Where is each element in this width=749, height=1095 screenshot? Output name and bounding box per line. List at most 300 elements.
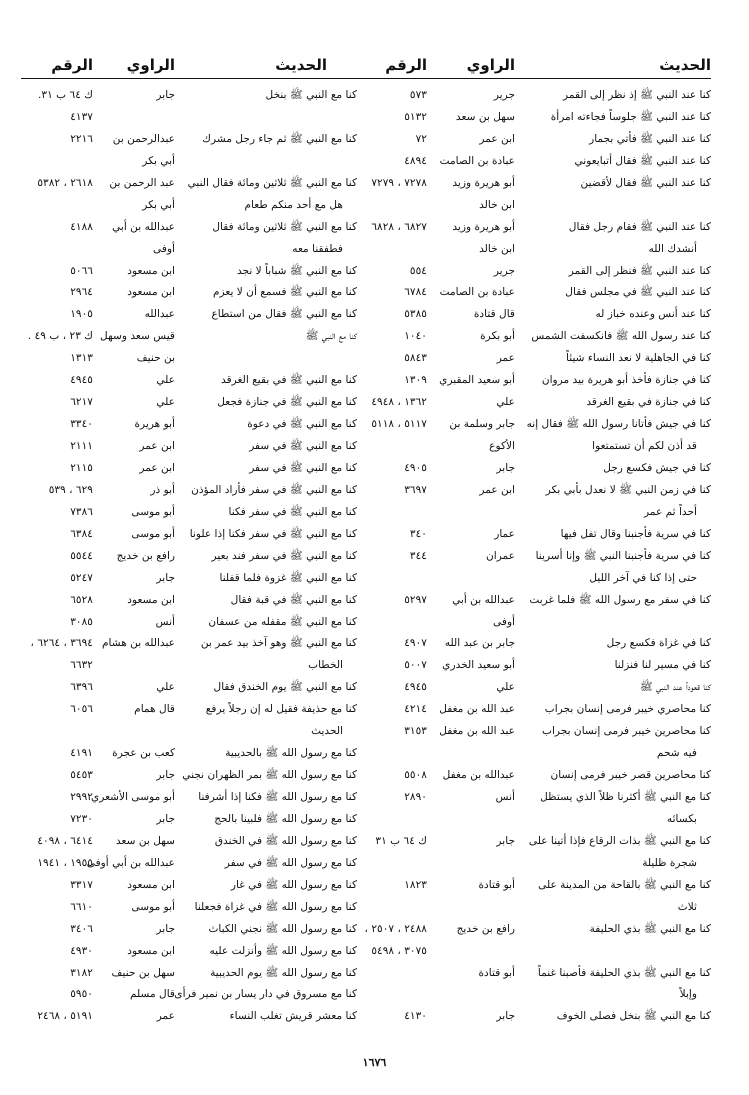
narrator-name: جابر	[156, 812, 175, 825]
narrator-name: ابن مسعود	[127, 944, 175, 957]
narrator-name: كعب بن عجرة	[112, 747, 175, 760]
hadith-text: كنا في سرية فأجنبنا النبي ﷺ وإنا أسرينا	[535, 549, 711, 562]
index-row	[21, 282, 357, 304]
narrator-name: ابن خالد	[479, 198, 515, 211]
narrator-name: قال مسلم	[129, 988, 175, 1001]
index-row	[21, 85, 357, 107]
hadith-number: ك ٢٣ ، ب ٤٩ .	[27, 330, 93, 343]
hadith-text: كنا مع النبي ﷺ بذات الرقاع فإذا أتينا على	[528, 834, 711, 847]
index-row	[21, 304, 357, 326]
narrator-name: أبو بكرة	[480, 330, 515, 343]
narrator-name: عبدالله	[144, 308, 175, 321]
narrator-name: أبي بكر	[142, 198, 175, 211]
index-row	[343, 239, 711, 261]
hadith-number: ٦٠٥٦	[70, 703, 93, 716]
index-row	[343, 919, 711, 941]
index-row	[21, 699, 357, 721]
index-row	[343, 414, 711, 436]
hadith-number: ٣١٨٢	[70, 966, 93, 979]
narrator-name: ابن مسعود	[127, 878, 175, 891]
narrator-name: عمران	[485, 549, 515, 562]
hadith-text: الحديث	[311, 725, 343, 738]
index-row	[343, 129, 711, 151]
index-row	[343, 941, 711, 963]
hadith-number: ٣٦٩٧	[404, 483, 427, 496]
narrator-name: سهل بن سعد	[455, 110, 515, 123]
hadith-text: كنا مع النبي ﷺ في سفر فأراد المؤذن	[191, 483, 357, 496]
index-row	[21, 765, 357, 787]
hadith-number: ٦٨٢٧ ، ٦٨٢٨	[371, 220, 427, 233]
narrator-name: عبدالله بن هشام	[101, 637, 175, 650]
hadith-number: ٧٢٣٠	[70, 812, 93, 825]
hadith-number: ٦٤١٤ ، ٤٠٩٨	[37, 834, 93, 847]
hadith-text: كنا محاصرين قصر خيبر فرمى إنسان	[550, 769, 711, 782]
left-column-block	[21, 52, 357, 1028]
hadith-number: ٦٢١٧	[70, 396, 93, 409]
index-row	[343, 502, 711, 524]
hadith-text: كنا عند أنس وعنده خباز له	[595, 308, 711, 321]
index-row	[21, 963, 357, 985]
narrator-name: عبدالله بن أبي	[112, 220, 175, 233]
index-row	[343, 217, 711, 239]
narrator-name: جابر وسلمة بن	[449, 418, 515, 431]
hadith-text: كنا قعوداً عند النبي ﷺ	[639, 681, 711, 694]
hadith-text: كنا مع مسروق في دار يسار بن نمير فرأى	[174, 988, 357, 1001]
narrator-name: قال همام	[134, 703, 175, 716]
hadith-number: ٥٢٩٧	[404, 593, 427, 606]
index-row	[343, 480, 711, 502]
narrator-name: أنس	[155, 615, 175, 628]
hadith-text: كنا مع النبي ﷺ بنخل فصلى الخوف	[556, 1010, 711, 1023]
index-row	[21, 809, 357, 831]
hadith-text: كنا مع رسول الله ﷺ في غزاة فجعلنا	[194, 900, 357, 913]
hadith-text: كنا مع النبي ﷺ ثلاثين ومائة فقال	[212, 220, 357, 233]
hadith-number: ٦٥٢٨	[70, 593, 93, 606]
index-row	[21, 897, 357, 919]
right-index-list	[343, 85, 711, 1028]
hadith-text: كنا مع النبي ﷺ	[305, 330, 357, 343]
hadith-number: ٥٥٤	[409, 264, 427, 277]
index-row	[21, 392, 357, 414]
hadith-text: كنا مع النبي ﷺ في بقيع الغرقد	[221, 374, 357, 387]
narrator-name: علي	[496, 681, 515, 694]
hadith-number: ٣٤٤	[409, 549, 427, 562]
left-column-header	[21, 52, 357, 79]
hadith-text: الخطاب	[308, 659, 343, 672]
hadith-number: ١٩٥٥ ، ١٩٤١	[37, 856, 93, 869]
narrator-name: أبو موسى الأشعري	[90, 791, 175, 803]
hadith-number: ٥٠٠٧	[404, 659, 427, 672]
hadith-text: فيه شحم	[656, 747, 697, 760]
hadith-text: حتى إذا كنا في آخر الليل	[589, 571, 697, 584]
index-row	[343, 107, 711, 129]
hadith-number: ٤٩٤٥	[404, 681, 427, 694]
narrator-name: أبو موسى	[131, 900, 175, 913]
hadith-text: كنا مع النبي ﷺ في سفر فكنا	[228, 505, 357, 518]
hadith-text: كنا في غزاة فكسع رجل	[606, 637, 711, 650]
index-row	[343, 546, 711, 568]
hadith-text: كنا مع رسول الله ﷺ بالحديبية	[225, 747, 357, 760]
narrator-name: ابن مسعود	[127, 286, 175, 299]
hadith-number: ٥٤٥٣	[70, 769, 93, 782]
index-row	[343, 458, 711, 480]
index-row	[343, 304, 711, 326]
hadith-number: ٣٠٧٥ ، ٥٤٩٨	[371, 944, 427, 957]
narrator-name: أبو سعيد الخدري	[442, 659, 515, 672]
index-row	[343, 326, 711, 348]
index-row	[343, 195, 711, 217]
index-row	[343, 173, 711, 195]
narrator-name: أبو هريرة	[134, 418, 175, 431]
index-row	[21, 787, 357, 809]
index-row	[21, 655, 357, 677]
hadith-number: ١٣٠٩	[404, 374, 427, 387]
hadith-number: ٣٤٠	[409, 527, 427, 540]
hadith-number: ٧٢	[415, 132, 427, 145]
narrator-name: عبد الله بن مغفل	[439, 703, 515, 716]
hadith-text: شجرة ظليلة	[642, 856, 697, 869]
hadith-number: ٤١٩١	[70, 747, 93, 760]
hadith-number: ٣٠٨٥	[70, 615, 93, 628]
narrator-name: ابن عمر	[479, 132, 515, 145]
index-row	[21, 107, 357, 129]
index-row	[21, 941, 357, 963]
hadith-number: ٢٦١٨ ، ٥٣٨٢	[37, 176, 93, 189]
hadith-text: كنا عند النبي ﷺ فقال أتبايعوني	[574, 154, 711, 167]
hadith-number: ٢٩٩٢	[70, 791, 93, 803]
hadith-text: كنا في جيش فكسع رجل	[603, 461, 711, 474]
narrator-column-heading: الراوي	[466, 56, 515, 74]
narrator-name: جابر	[496, 461, 515, 474]
index-row	[21, 853, 357, 875]
narrator-name: أبو سعيد المقبري	[439, 374, 515, 387]
hadith-number: ٥٣٨٥	[404, 308, 427, 321]
narrator-name: عبادة بن الصامت	[439, 286, 515, 299]
hadith-number: ٦٢٩ ، ٥٣٩	[48, 483, 93, 496]
narrator-name: أبو قتادة	[478, 878, 515, 891]
hadith-text: كنا مع النبي ﷺ في سفر	[249, 440, 357, 452]
hadith-text: كنا مع رسول الله ﷺ فلبينا بالحج	[214, 812, 357, 825]
narrator-name: جابر	[156, 922, 175, 935]
hadith-number: ٤٩٠٥	[404, 461, 427, 474]
hadith-text: كنا مع النبي ﷺ في جنازة فجعل	[217, 396, 357, 409]
narrator-name: أبو قتادة	[478, 966, 515, 979]
narrator-name: أبو موسى	[131, 527, 175, 540]
hadith-text: كنا مع النبي ﷺ غزوة فلما قفلنا	[219, 571, 357, 584]
index-row	[21, 414, 357, 436]
narrator-name: علي	[156, 374, 175, 387]
index-row	[21, 502, 357, 524]
index-row	[343, 1006, 711, 1028]
hadith-text: كنا مع النبي ﷺ في سفر فكنا إذا علونا	[189, 527, 357, 540]
index-row	[343, 963, 711, 985]
index-row	[21, 524, 357, 546]
hadith-text: كنا في زمن النبي ﷺ لا نعدل بأبي بكر	[545, 483, 711, 496]
hadith-text: كنا مع رسول الله ﷺ وأنزلت عليه	[209, 944, 357, 957]
narrator-name: ابن مسعود	[127, 593, 175, 606]
narrator-name: عبادة بن الصامت	[439, 154, 515, 167]
right-column-block	[343, 52, 711, 1028]
hadith-number: ٦٣٨٤	[70, 527, 93, 540]
hadith-text: كنا عند النبي ﷺ جلوساً فجاءته امرأة	[550, 110, 711, 123]
hadith-number: ٥٥٤٤	[70, 549, 93, 562]
narrator-name: عبدالرحمن بن	[112, 132, 175, 145]
hadith-number: ٥٢٤٧	[70, 571, 93, 584]
right-column-header	[343, 52, 711, 79]
index-row	[21, 370, 357, 392]
page-number: ١٦٧٦	[362, 1056, 387, 1069]
hadith-text: كنا عند النبي ﷺ فقال لأقضين	[580, 176, 711, 189]
hadith-number: ٧٢٧٨ ، ٧٢٧٩	[371, 176, 427, 189]
index-row	[21, 633, 357, 655]
hadith-number: ٢١١٥	[70, 461, 93, 474]
index-row	[21, 546, 357, 568]
narrator-name: أبي بكر	[142, 154, 175, 167]
index-row	[343, 524, 711, 546]
index-row	[343, 831, 711, 853]
index-row	[343, 348, 711, 370]
index-row	[343, 809, 711, 831]
hadith-text: كنا في الجاهلية لا نعد النساء شيئاً	[566, 352, 711, 365]
index-row	[21, 568, 357, 590]
index-row	[343, 261, 711, 283]
narrator-name: جابر	[156, 769, 175, 782]
narrator-name: عبد الرحمن بن	[109, 176, 175, 189]
index-row	[21, 875, 357, 897]
hadith-text: كنا عند النبي ﷺ فأتي بجمار	[589, 132, 711, 145]
hadith-number: ١٣٦٢ ، ٤٩٤٨	[371, 396, 427, 409]
narrator-name: سهل بن سعد	[115, 834, 175, 847]
hadith-number: ٣٤٠٦	[70, 922, 93, 935]
hadith-number: ٥٥٠٨	[404, 769, 427, 782]
hadith-text: كنا مع النبي ﷺ فسمع أن لا يعزم	[212, 286, 357, 299]
hadith-number: ١٠٤٠	[404, 330, 427, 343]
hadith-number: ٥١١٧ ، ٥١١٨	[371, 418, 427, 431]
index-row	[343, 590, 711, 612]
hadith-number: ك ٦٤ ب ٣١	[375, 834, 427, 847]
hadith-text: كنا في جيش فأتانا رسول الله ﷺ فقال إنه	[526, 418, 711, 431]
narrator-name: ابن عمر	[139, 440, 175, 452]
hadith-text: كنا مع النبي ﷺ شباباً لا نجد	[236, 264, 357, 277]
hadith-text: قد أذن لكم أن تستمتعوا	[592, 440, 697, 452]
hadith-number: ٤٨٩٤	[404, 154, 427, 167]
hadith-text: كنا مع النبي ﷺ في قبة فقال	[230, 593, 357, 606]
index-row	[343, 151, 711, 173]
index-row	[21, 217, 357, 239]
hadith-text: وإبلاً	[679, 988, 697, 1001]
index-row	[343, 633, 711, 655]
number-column-heading: الرقم	[51, 56, 93, 74]
narrator-name: عمر	[496, 352, 515, 365]
narrator-name: أبو ذر	[150, 483, 175, 496]
narrator-name: عبد الله بن مغفل	[439, 725, 515, 738]
narrator-name: علي	[156, 681, 175, 694]
hadith-text: كنا مع النبي ﷺ بنخل	[265, 89, 357, 101]
hadith-number: ٥٧٣	[409, 89, 427, 101]
narrator-name: أبو موسى	[131, 505, 175, 518]
index-row	[21, 173, 357, 195]
hadith-text: كنا مع رسول الله ﷺ يوم الحديبية	[210, 966, 357, 979]
index-row	[21, 261, 357, 283]
hadith-column-heading: الحديث	[659, 56, 711, 74]
hadith-number: ٤١٣٧	[70, 110, 93, 123]
index-row	[343, 370, 711, 392]
hadith-text: كنا مع النبي ﷺ في سفر	[249, 461, 357, 474]
hadith-number: ٤٩٠٧	[404, 637, 427, 650]
hadith-number: ٦٦٣٢	[70, 659, 93, 672]
index-row	[21, 677, 357, 699]
narrator-name: جرير	[493, 264, 515, 277]
narrator-name: أوفى	[493, 615, 515, 628]
narrator-name: ابن مسعود	[127, 264, 175, 277]
index-row	[21, 590, 357, 612]
hadith-text: كنا مع النبي ﷺ في دعوة	[247, 418, 357, 431]
number-column-heading: الرقم	[385, 56, 427, 74]
hadith-text: كنا مع رسول الله ﷺ فكنا إذا أشرفنا	[198, 791, 357, 803]
hadith-number: ٣٦٩٤ ، ٦٢٦٤ ،	[30, 637, 93, 650]
index-row	[21, 480, 357, 502]
hadith-text: كنا في جنازة في بقيع الغرقد	[586, 396, 711, 409]
hadith-number: ٢٨٩٠	[404, 791, 427, 803]
hadith-text: ثلاث	[677, 900, 697, 913]
index-row	[343, 436, 711, 458]
narrator-name: أوفى	[153, 242, 175, 255]
hadith-number: ١٩٠٥	[70, 308, 93, 321]
narrator-name: جابر	[156, 89, 175, 101]
hadith-number: ٥٠٦٦	[70, 264, 93, 277]
hadith-number: ٤٢١٤	[404, 703, 427, 716]
hadith-number: ٢٢١٦	[70, 132, 93, 145]
narrator-name: عمار	[494, 527, 515, 540]
hadith-text: كنا عند النبي ﷺ فنظر إلى القمر	[568, 264, 711, 277]
index-row	[21, 919, 357, 941]
hadith-text: كنا مع النبي ﷺ وهو آخذ بيد عمر بن	[200, 637, 357, 650]
index-row	[21, 195, 357, 217]
hadith-text: هل مع أحد منكم طعام	[244, 198, 343, 211]
narrator-name: ابن خالد	[479, 242, 515, 255]
narrator-name: قال قتادة	[473, 308, 515, 321]
left-index-list	[21, 85, 357, 1028]
hadith-text: كنا في سرية فأجنبنا وقال تفل فيها	[560, 527, 711, 540]
hadith-number: ٥٩٥٠	[70, 988, 93, 1001]
hadith-text: كنا مع النبي ﷺ ثلاثين ومائة فقال النبي	[187, 176, 357, 189]
narrator-name: عمر	[156, 1010, 175, 1023]
narrator-name: الأكوع	[489, 440, 515, 452]
hadith-text: كنا مع رسول الله ﷺ نجني الكباث	[208, 922, 357, 935]
narrator-name: ابن عمر	[479, 483, 515, 496]
index-row	[343, 984, 711, 1006]
narrator-name: قيس سعد وسهل	[100, 330, 175, 343]
hadith-text: كنا مع رسول الله ﷺ في سفر	[224, 856, 357, 869]
index-row	[343, 853, 711, 875]
narrator-name: علي	[156, 396, 175, 409]
hadith-text: أحداً ثم عمر	[643, 505, 697, 518]
hadith-text: كنا مع النبي ﷺ بذي الحليفة	[589, 922, 711, 935]
index-row	[21, 743, 357, 765]
hadith-number: ٤٩٤٥	[70, 374, 93, 387]
index-row	[21, 239, 357, 261]
hadith-text: كنا مع النبي ﷺ بذي الحليفة فأصبنا غنماً	[537, 966, 711, 979]
index-row	[21, 984, 357, 1006]
hadith-text: كنا في جنازة فأخذ أبو هريرة بيد مروان	[541, 374, 711, 387]
hadith-text: كنا محاصرين خيبر فرمى إنسان بجراب	[542, 725, 711, 738]
index-row	[343, 897, 711, 919]
index-row	[343, 655, 711, 677]
hadith-text: كنا مع رسول الله ﷺ بمر الظهران نجني	[182, 769, 357, 782]
index-row	[343, 282, 711, 304]
index-row	[21, 612, 357, 634]
hadith-number: ٦٦١٠	[70, 900, 93, 913]
hadith-text: كنا مع النبي ﷺ في سفر فند بعير	[211, 549, 357, 562]
index-row	[343, 392, 711, 414]
narrator-name: عبدالله بن أبي أوفى	[86, 856, 175, 869]
narrator-name: أبو هريرة وزيد	[452, 220, 515, 233]
narrator-name: رافع بن خديج	[116, 549, 175, 562]
narrator-name: علي	[496, 396, 515, 409]
narrator-name: جابر	[156, 571, 175, 584]
narrator-name: أبو هريرة وزيد	[452, 176, 515, 189]
hadith-text: كنا مع النبي ﷺ أكثرنا ظلاً الذي يستظل	[540, 791, 711, 803]
hadith-text: كنا مع حذيفة فقيل له إن رجلاً يرفع	[205, 703, 357, 716]
index-row	[21, 151, 357, 173]
index-row	[343, 787, 711, 809]
hadith-number: ٧٣٨٦	[70, 505, 93, 518]
index-row	[343, 85, 711, 107]
hadith-text: كنا مع رسول الله ﷺ في الخندق	[214, 834, 357, 847]
hadith-text: كنا مع رسول الله ﷺ في غار	[230, 878, 357, 891]
index-row	[343, 875, 711, 897]
hadith-text: كنا مع النبي ﷺ يوم الخندق فقال	[213, 681, 357, 694]
hadith-number: ٢١١١	[70, 440, 93, 452]
index-row	[21, 458, 357, 480]
narrator-name: عبدالله بن مغفل	[442, 769, 515, 782]
index-row	[21, 831, 357, 853]
hadith-number: ٦٣٩٦	[70, 681, 93, 694]
hadith-text: أنشدك الله	[648, 242, 697, 255]
hadith-text: كنا عند رسول الله ﷺ فانكسفت الشمس	[531, 330, 711, 343]
index-row	[343, 743, 711, 765]
narrator-column-heading: الراوي	[126, 56, 175, 74]
hadith-text: كنا مع النبي ﷺ فقال من استطاع	[211, 308, 357, 321]
hadith-text: كنا عند النبي ﷺ فقام رجل فقال	[568, 220, 711, 233]
index-row	[343, 765, 711, 787]
hadith-number: ٣١٥٣	[404, 725, 427, 738]
hadith-text: كنا محاصري خيبر فرمى إنسان بجراب	[544, 703, 711, 716]
hadith-number: ٢٤٨٨ ، ٢٥٠٧ ،	[364, 922, 427, 935]
index-row	[21, 348, 357, 370]
hadith-number: ١٣١٣	[70, 352, 93, 365]
hadith-text: كنا مع النبي ﷺ بالقاحة من المدينة على	[538, 878, 711, 891]
narrator-name: عبدالله بن أبي	[452, 593, 515, 606]
hadith-column-heading: الحديث	[275, 56, 327, 74]
narrator-name: ابن عمر	[139, 461, 175, 474]
hadith-number: ٣٣١٧	[70, 878, 93, 891]
hadith-number: ٤١٣٠	[404, 1010, 427, 1023]
hadith-number: ك ٦٤ ب ٣١.	[38, 89, 93, 101]
index-row	[21, 721, 357, 743]
index-row	[21, 326, 357, 348]
narrator-name: جابر بن عبد الله	[444, 637, 515, 650]
hadith-number: ٥٨٤٣	[404, 352, 427, 365]
hadith-text: كنا عند النبي ﷺ إذ نظر إلى القمر	[563, 89, 711, 101]
narrator-name: سهل بن حنيف	[111, 966, 175, 979]
narrator-name: جرير	[493, 89, 515, 101]
index-row	[21, 1006, 357, 1028]
narrator-name: رافع بن خديج	[456, 922, 515, 935]
hadith-number: ٥١٣٢	[404, 110, 427, 123]
index-row	[343, 721, 711, 743]
hadith-number: ٣٣٤٠	[70, 418, 93, 431]
